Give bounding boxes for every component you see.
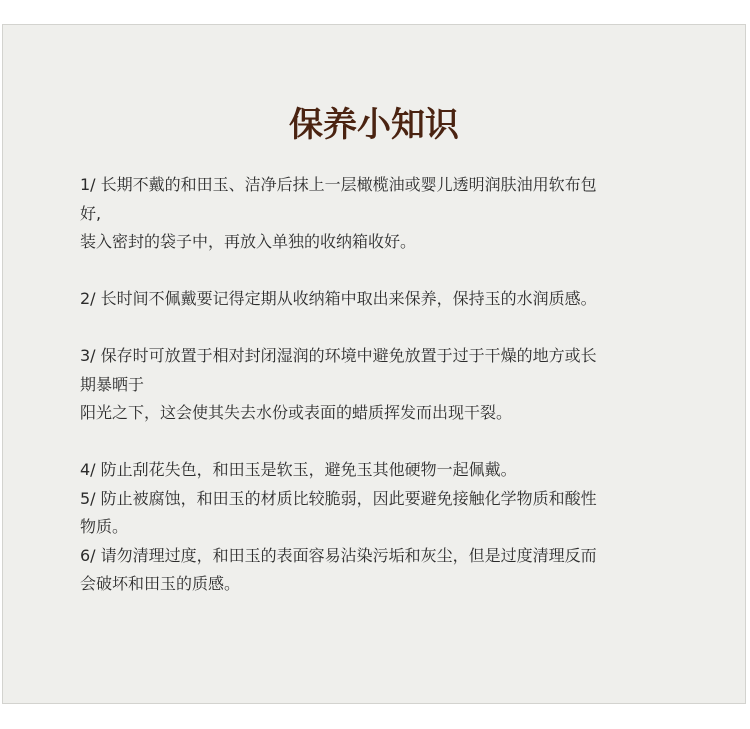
tip-5-line-1: 5/ 防止被腐蚀，和田玉的材质比较脆弱，因此要避免接触化学物质和酸性: [80, 488, 597, 508]
care-tips-card: [2, 24, 746, 704]
paragraph-gap: [80, 428, 680, 457]
paragraph-gap: [80, 314, 680, 343]
paragraph-gap: [80, 257, 680, 286]
tips-body: [80, 171, 680, 599]
tip-1-line-2: 好,: [80, 203, 102, 223]
tip-3-line-3: 阳光之下，这会使其失去水份或表面的蜡质挥发而出现干裂。: [80, 403, 513, 422]
tip-3-line-1: 3/ 保存时可放置于相对封闭湿润的环境中避免放置于过于干燥的地方或长: [80, 346, 597, 365]
page-title: 保养小知识: [289, 105, 459, 145]
tip-1-line-1: 1/ 长期不戴的和田玉、洁净后抹上一层橄榄油或婴儿透明润肤油用软布包: [80, 175, 597, 194]
tip-6-line-1: 6/ 请勿清理过度，和田玉的表面容易沾染污垢和灰尘，但是过度清理反而: [80, 545, 597, 565]
tip-2-line-1: 2/ 长时间不佩戴要记得定期从收纳箱中取出来保养，保持玉的水润质感。: [80, 289, 597, 308]
tip-3-line-2: 期暴晒于: [80, 374, 145, 394]
tip-6-line-2: 会破坏和田玉的质感。: [80, 574, 241, 593]
tip-1-line-3: 装入密封的袋子中，再放入单独的收纳箱收好。: [80, 232, 417, 251]
tip-4-line-1: 4/ 防止刮花失色，和田玉是软玉，避免玉其他硬物一起佩戴。: [80, 460, 517, 479]
tip-5-line-2: 物质。: [80, 517, 129, 536]
